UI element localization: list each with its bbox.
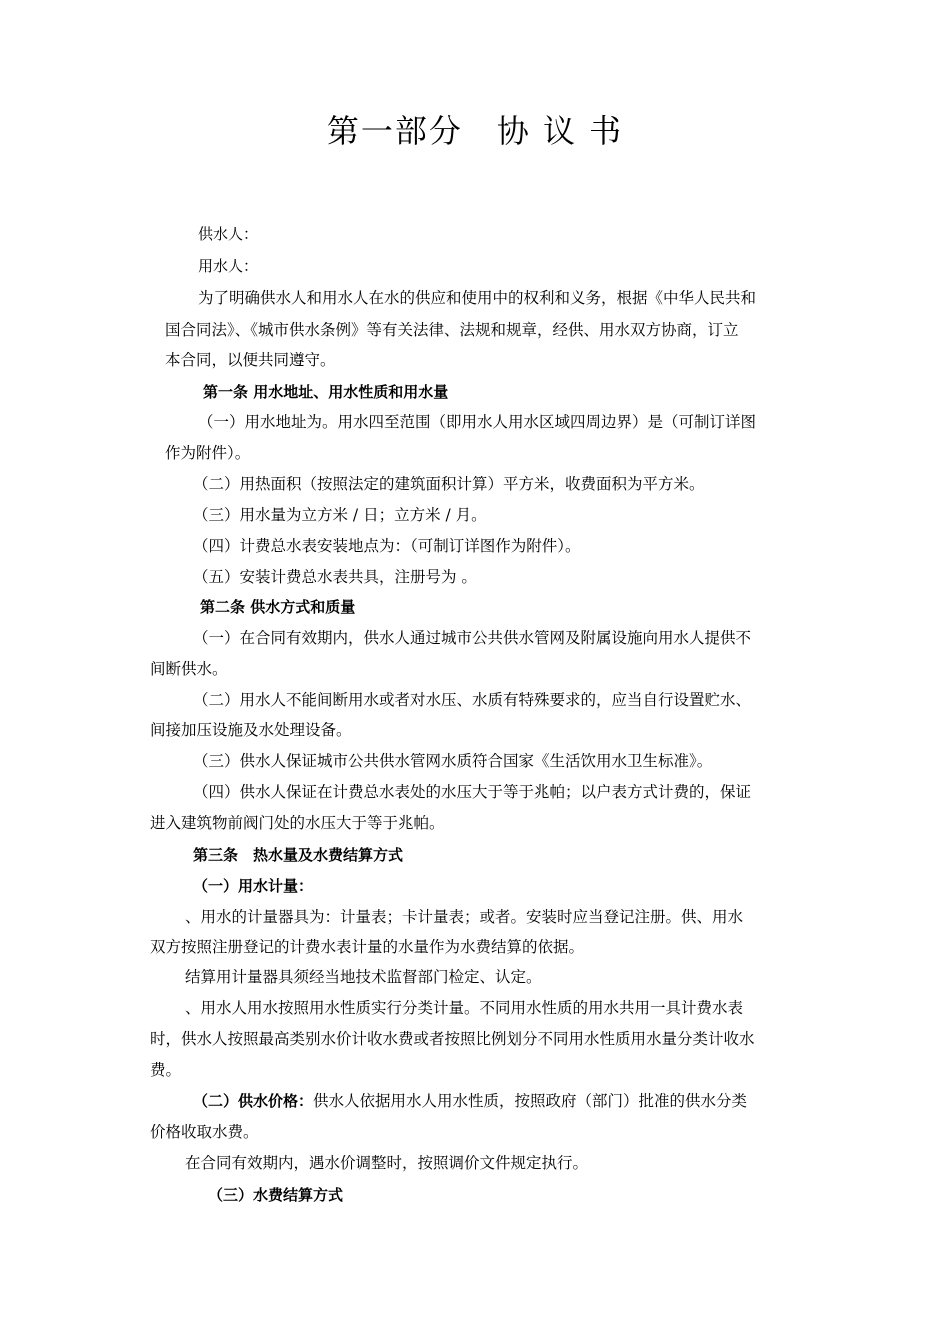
paragraph-line: 间接加压设施及水处理设备。	[150, 721, 352, 739]
paragraph-line: （四）供水人保证在计费总水表处的水压大于等于兆帕；以户表方式计费的，保证	[193, 783, 752, 801]
paragraph-line: 价格收取水费。	[150, 1123, 259, 1141]
paragraph-line: （三）用水量为立方米 / 日；立方米 / 月。	[193, 506, 487, 524]
paragraph-line: 结算用计量器具须经当地技术监督部门检定、认定。	[185, 968, 542, 986]
paragraph-line: 间断供水。	[150, 660, 228, 678]
paragraph-line: 本合同，以便共同遵守。	[165, 351, 336, 369]
water-supplier-label: 供水人：	[198, 225, 259, 243]
paragraph-line: 作为附件）。	[165, 444, 251, 462]
paragraph-line: 、用水人用水按照用水性质实行分类计量。不同用水性质的用水共用一具计费水表	[185, 999, 744, 1017]
paragraph-line: 进入建筑物前阀门处的水压大于等于兆帕。	[150, 814, 445, 832]
paragraph-line: （二）用热面积（按照法定的建筑面积计算）平方米，收费面积为平方米。	[193, 475, 705, 493]
paragraph-line: 费。	[150, 1061, 182, 1079]
section-3-heading: （三）水费结算方式	[208, 1186, 344, 1204]
paragraph-line: 在合同有效期内，遇水价调整时，按照调价文件规定执行。	[185, 1154, 589, 1172]
paragraph-line: 时，供水人按照最高类别水价计收水费或者按照比例划分不同用水性质用水量分类计收水	[150, 1030, 755, 1048]
section-2-line	[193, 1091, 747, 1111]
paragraph-line: （三）供水人保证城市公共供水管网水质符合国家《生活饮用水卫生标准》。	[193, 752, 713, 770]
paragraph-line: 为了明确供水人和用水人在水的供应和使用中的权利和义务，根据《中华人民共和	[198, 289, 757, 307]
paragraph-line: （一）用水地址为。用水四至范围（即用水人用水区域四周边界）是（可制订详图	[198, 413, 757, 431]
article-3-heading: 第三条 热水量及水费结算方式	[193, 846, 404, 864]
article-2-heading: 第二条 供水方式和质量	[200, 598, 356, 616]
water-user-label: 用水人：	[198, 257, 259, 275]
paragraph-line: （二）用水人不能间断用水或者对水压、水质有特殊要求的，应当自行设置贮水、	[193, 691, 752, 709]
article-1-heading: 第一条 用水地址、用水性质和用水量	[203, 383, 449, 401]
section-1-heading: （一）用水计量：	[193, 877, 314, 895]
paragraph-line: （四）计费总水表安装地点为：（可制订详图作为附件）。	[193, 537, 581, 555]
paragraph-line: 、用水的计量器具为：计量表；卡计量表；或者。安装时应当登记注册。供、用水	[185, 908, 744, 926]
paragraph-line: （一）在合同有效期内，供水人通过城市公共供水管网及附属设施向用水人提供不	[193, 629, 752, 647]
paragraph-line: （五）安装计费总水表共具，注册号为 。	[193, 568, 477, 586]
paragraph-line: 国合同法》、《城市供水条例》等有关法律、法规和规章，经供、用水双方协商，订立	[165, 321, 739, 339]
page-title: 第一部分 协 议 书	[326, 112, 624, 150]
paragraph-line: 双方按照注册登记的计费水表计量的水量作为水费结算的依据。	[150, 938, 585, 956]
section-2-heading: （二）供水价格：	[193, 1092, 314, 1110]
paragraph-text: 供水人依据用水人用水性质，按照政府（部门）批准的供水分类	[313, 1092, 748, 1110]
